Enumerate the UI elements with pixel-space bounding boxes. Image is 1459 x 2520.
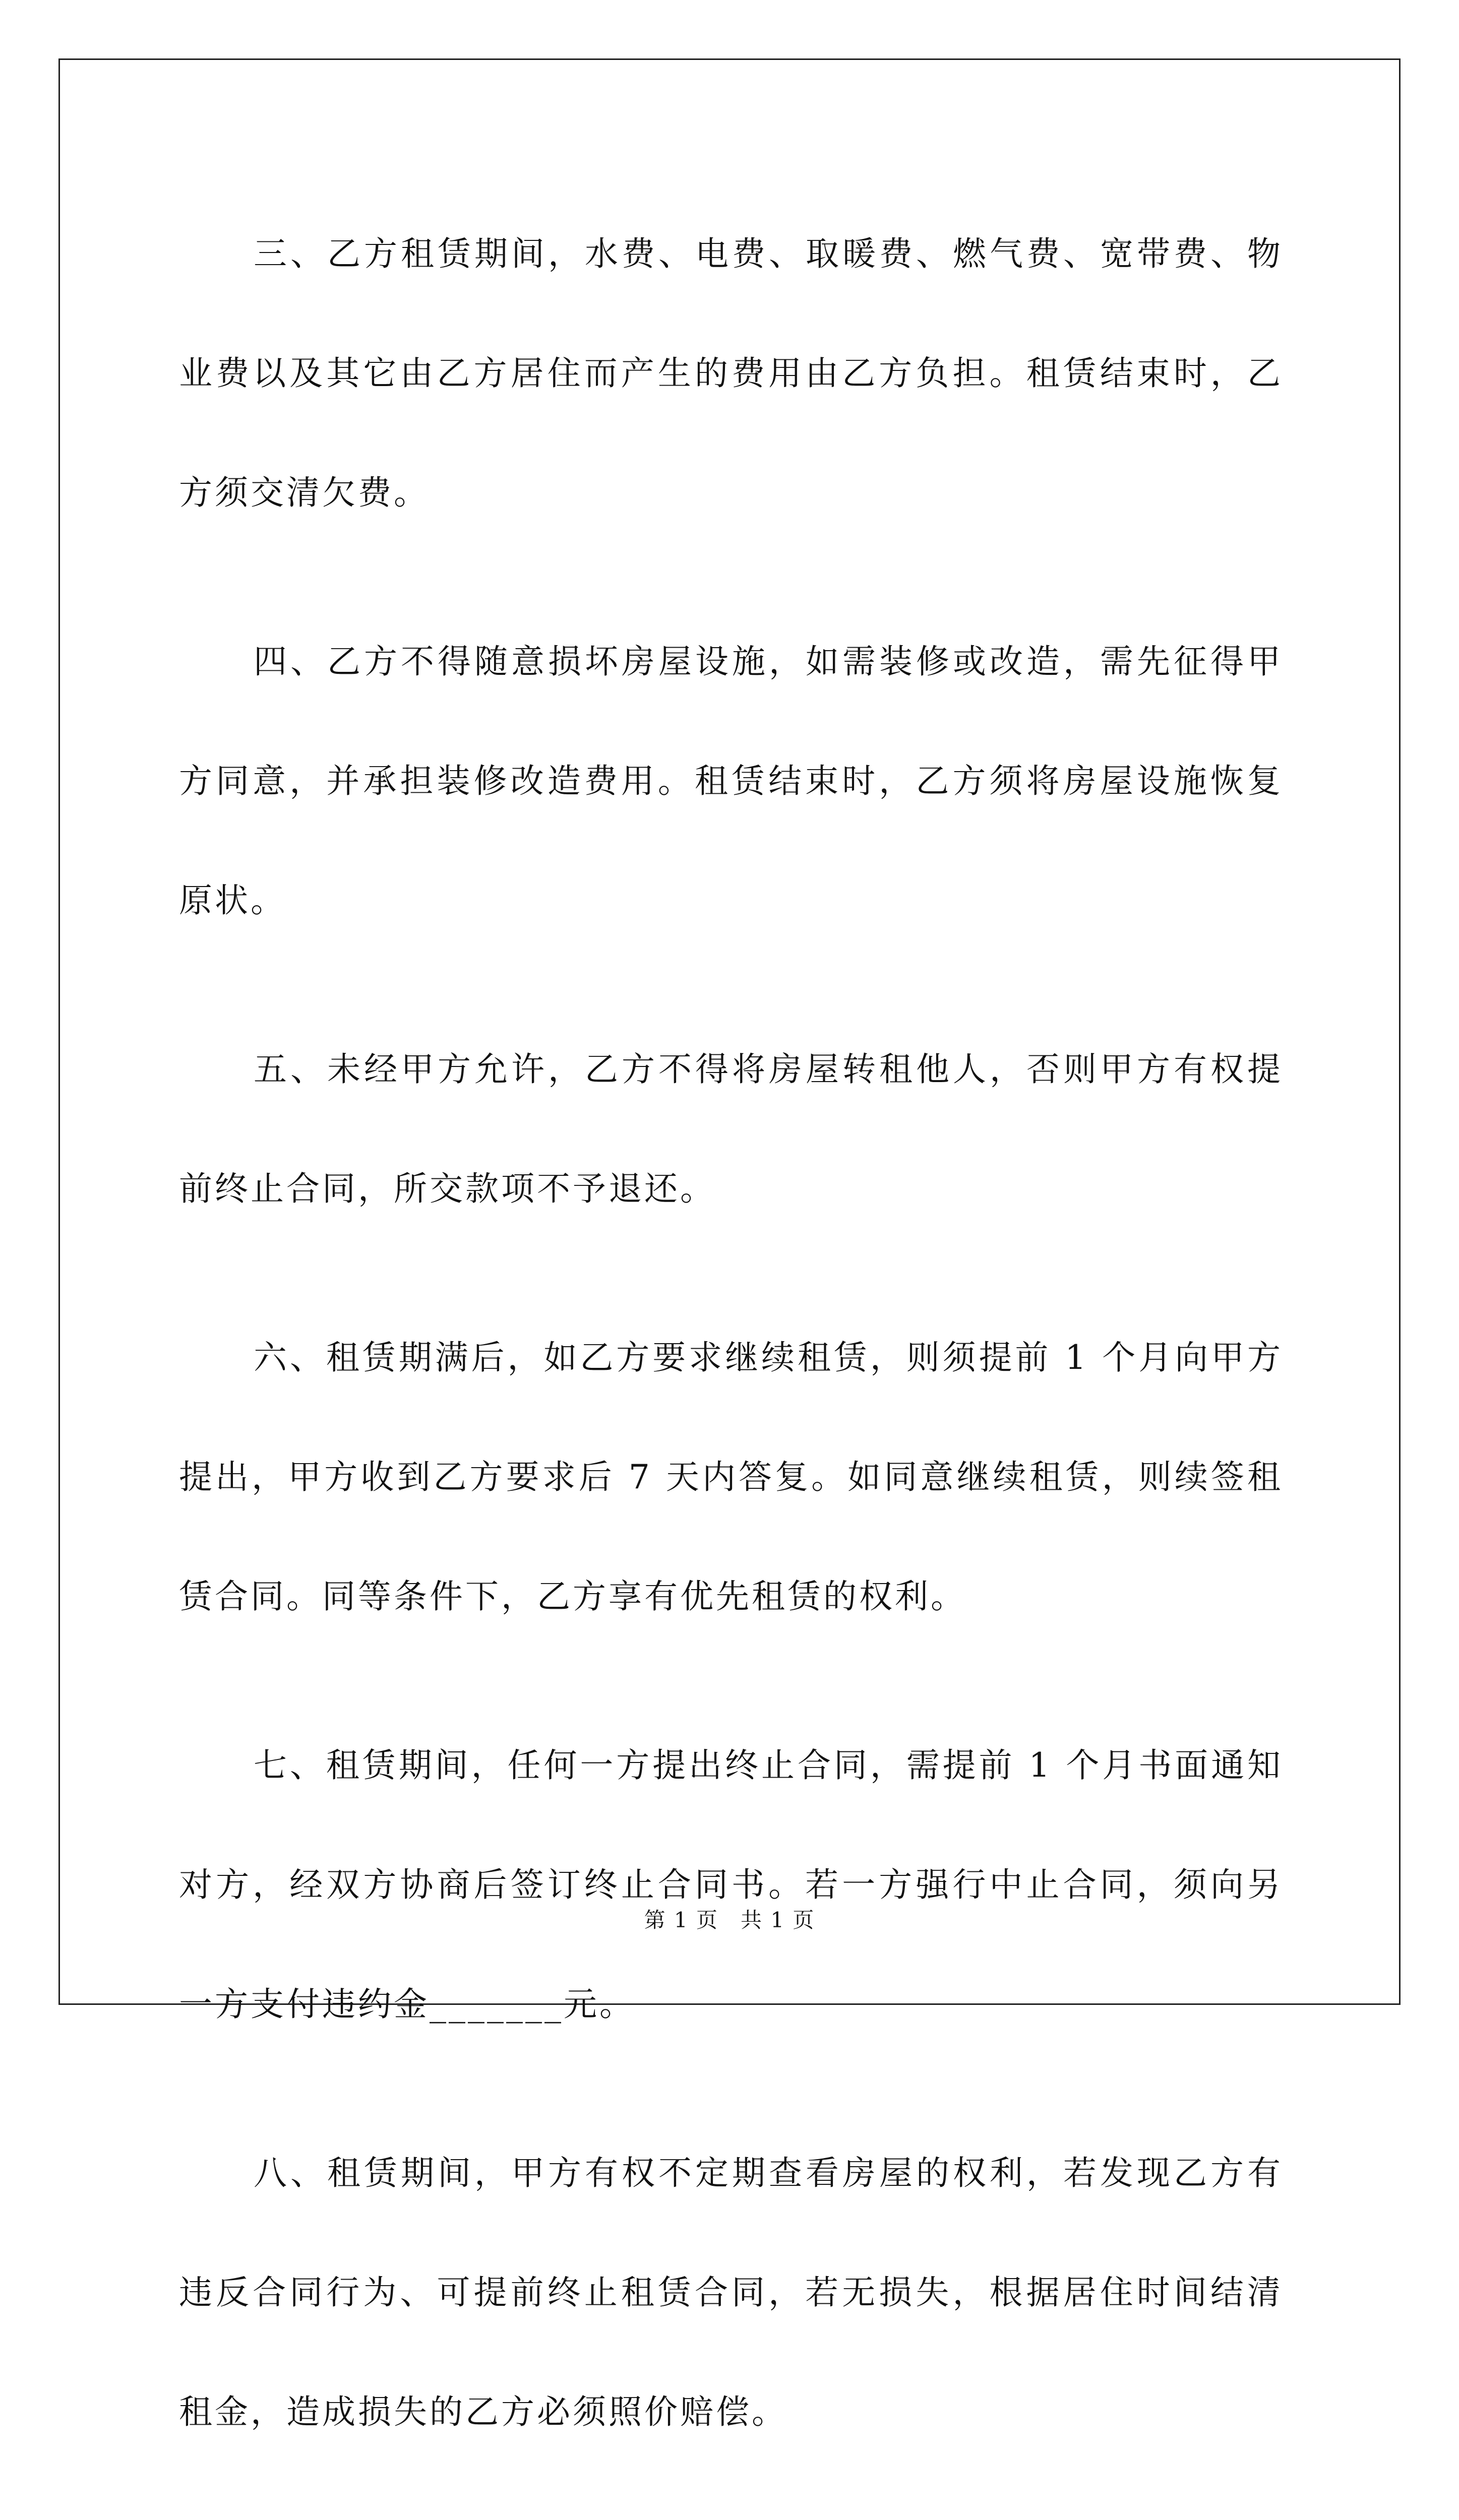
clause-6-text: 六、租赁期满后，如乙方要求继续租赁，则须提前 1 个月向甲方提出，甲方收到乙方要求后 7 天内答复。如同意继续租赁，则续签租赁合同。同等条件下，乙方享有优先租赁的权利。 — [179, 1338, 1283, 1616]
clause-5 — [179, 1010, 1283, 1248]
clause-4-text: 四、乙方不得随意损坏房屋设施，如需装修或改造，需先征得甲方同意，并承担装修改造费用。租赁结束时，乙方须将房屋设施恢复原状。 — [179, 642, 1283, 920]
clause-7-text: 七、租赁期间，任何一方提出终止合同，需提前 1 个月书面通知对方，经双方协商后签订终止合同书。若一方强行中止合同，须向另一方支付违约金_______元。 — [179, 1746, 1283, 2024]
document-body — [179, 194, 1283, 2520]
clause-3 — [179, 194, 1283, 552]
clause-5-text: 五、未经甲方允许，乙方不得将房屋转租他人，否则甲方有权提前终止合同，所交款项不予退还。 — [179, 1050, 1283, 1208]
clause-8-text: 八、租赁期间，甲方有权不定期查看房屋的权利，若发现乙方有违反合同行为、可提前终止租赁合同，若无损失，根据居住时间结清租金，造成损失的乙方必须照价赔偿。 — [179, 2154, 1283, 2431]
page-number-footer: 第 1 页 共 1 页 — [644, 1908, 815, 1932]
clause-8 — [179, 2113, 1283, 2472]
clause-3-text: 三、乙方租赁期间，水费、电费、取暖费、燃气费、宽带费、物业费以及其它由乙方居住而产生的费用由乙方负担。租赁结束时，乙方须交清欠费。 — [179, 234, 1283, 512]
clause-4 — [179, 602, 1283, 960]
clause-7 — [179, 1706, 1283, 2064]
clause-6 — [179, 1298, 1283, 1656]
